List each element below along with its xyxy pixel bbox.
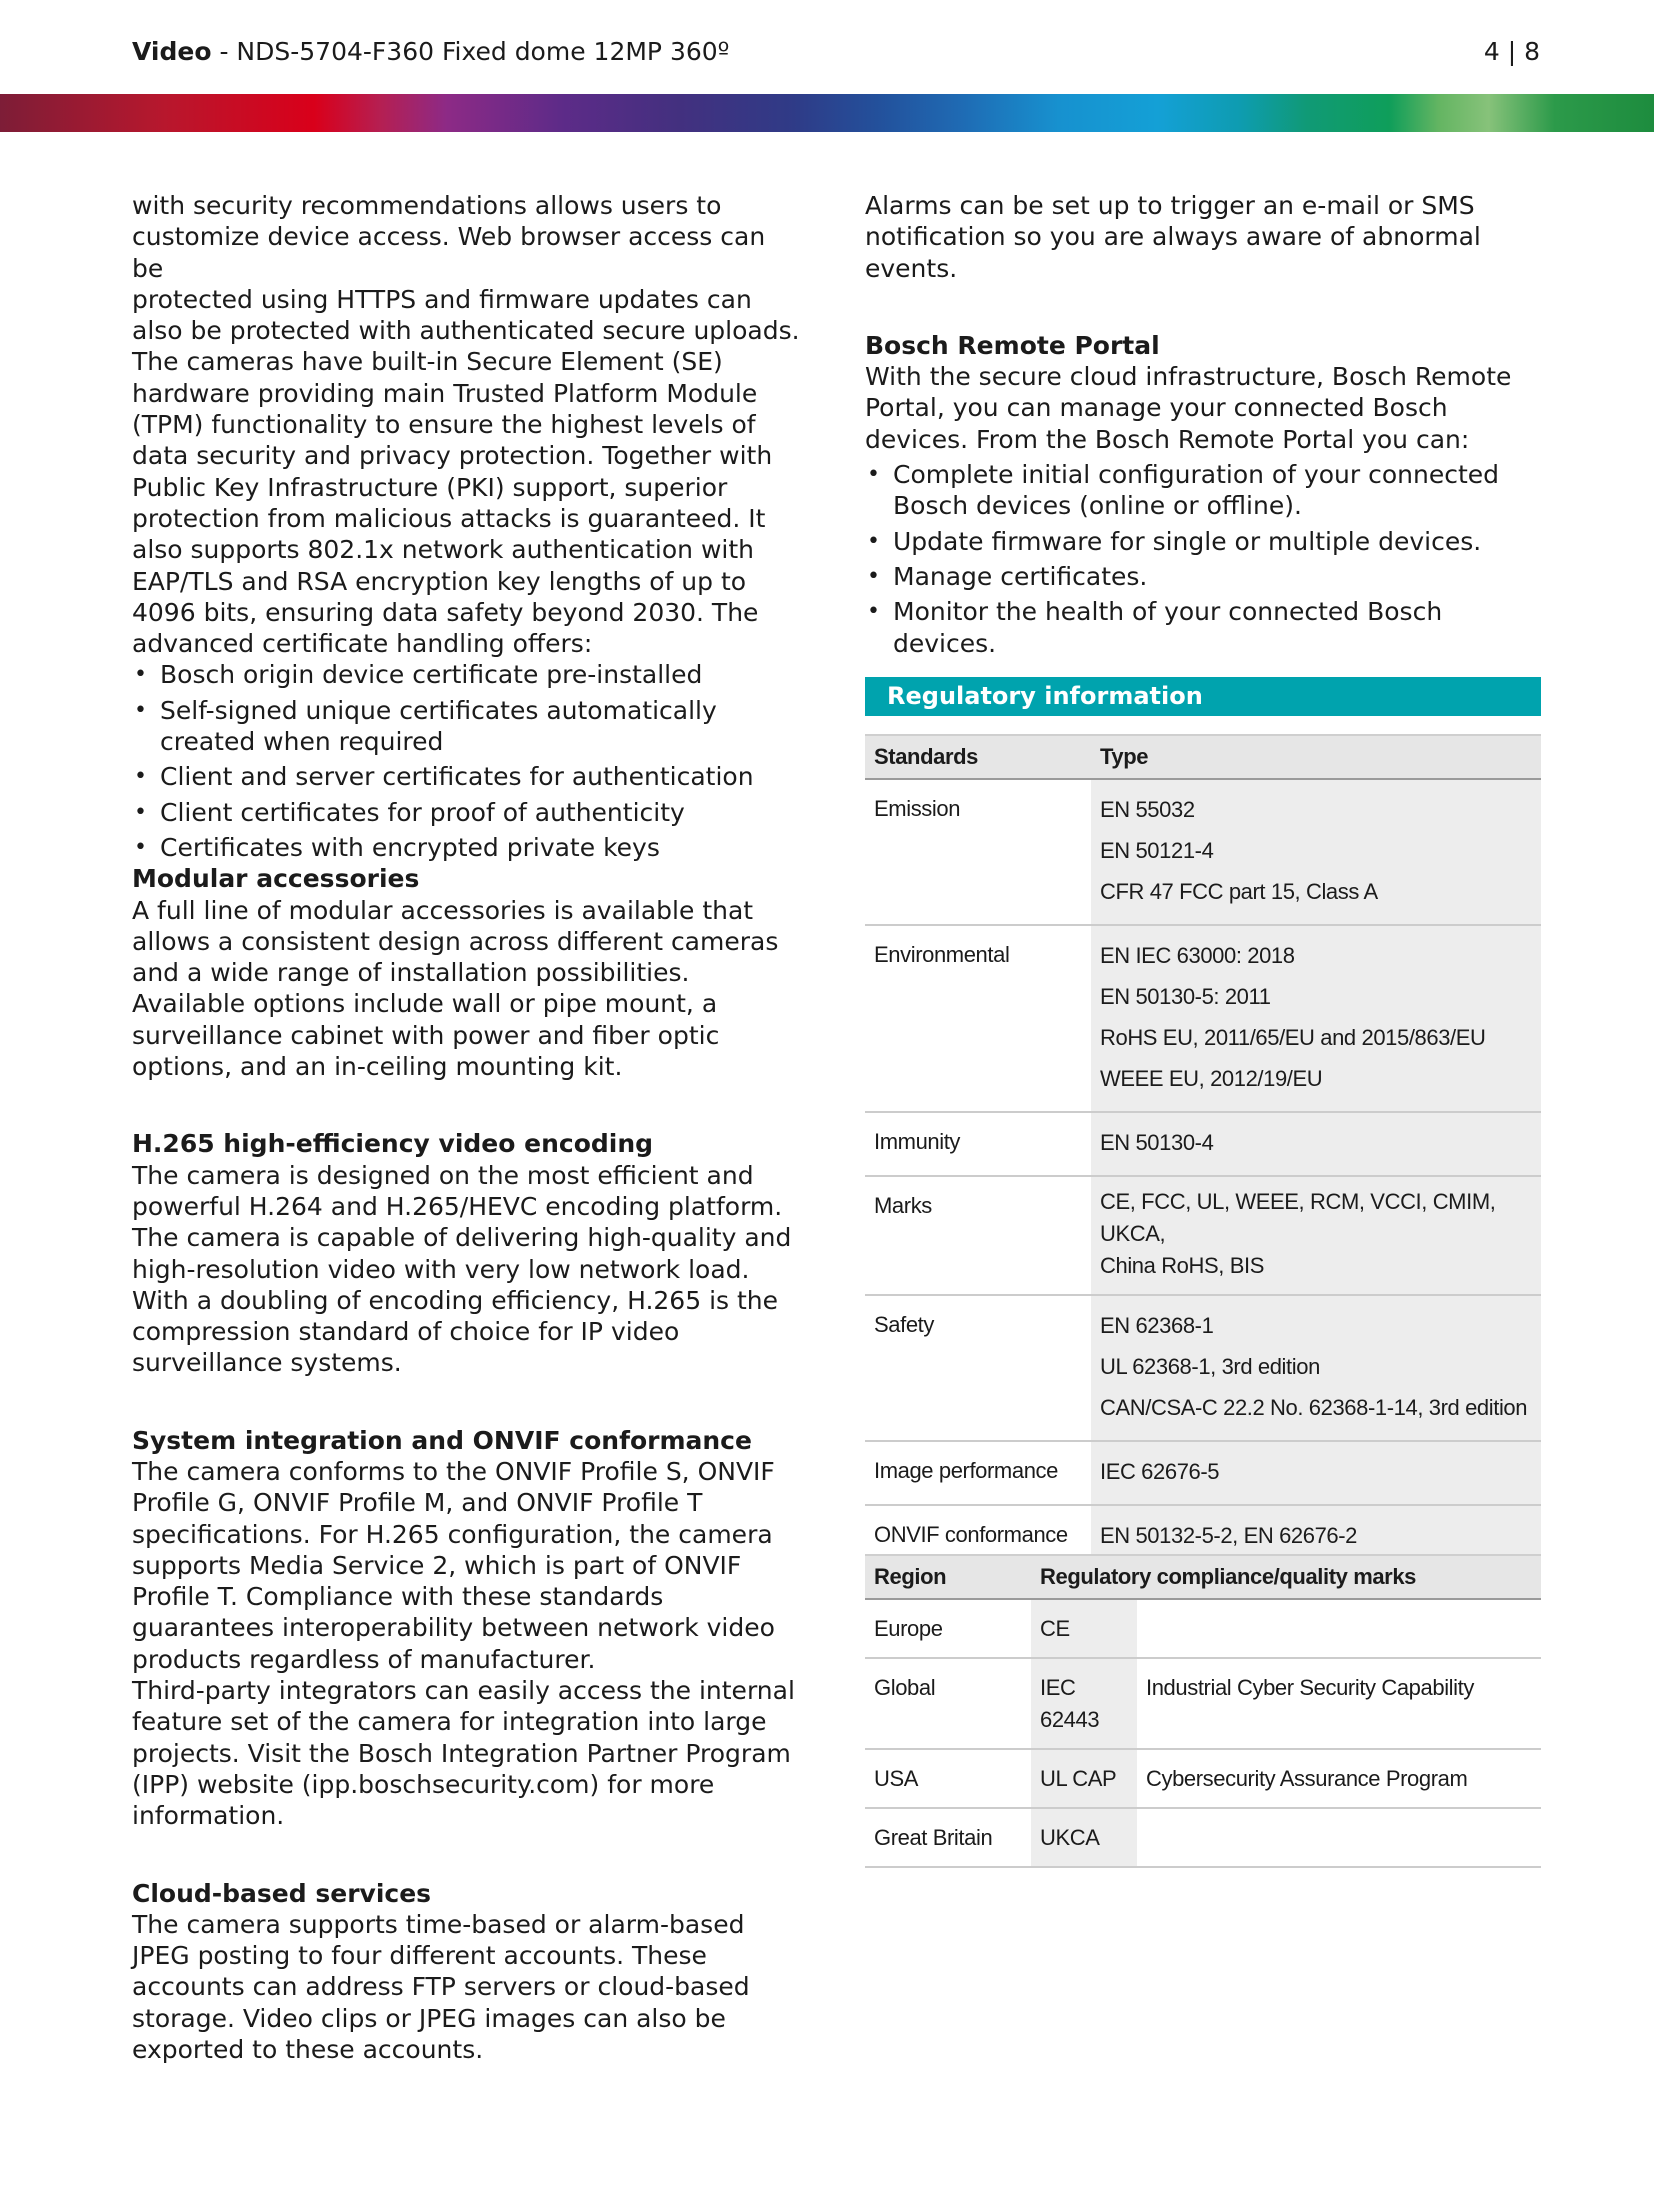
standard-type-cell — [1091, 1176, 1541, 1295]
standard-type-cell — [1091, 1441, 1541, 1505]
region-description-cell — [1137, 1599, 1541, 1658]
remote-portal-heading: Bosch Remote Portal — [865, 330, 1160, 360]
region-name-cell: USA — [865, 1749, 1031, 1808]
standard-type-value: CE, FCC, UL, WEEE, RCM, VCCI, CMIM, UKCA, China RoHS, BIS — [1100, 1189, 1496, 1278]
standards-table — [865, 734, 1541, 1570]
standard-type-value: EN 50130-4 — [1100, 1130, 1214, 1155]
h265-text: The camera is designed on the most efficient and powerful H.264 and H.265/HEVC encoding platform. The camera is capable of delivering high-quality and high-resolution video with very low network load. With a doubling of encoding efficiency, H.265 is the compression standard of choice for IP video surveillance systems. — [132, 1160, 792, 1378]
standard-type-value: RoHS EU, 2011/65/EU and 2015/863/EU — [1100, 1025, 1486, 1050]
region-name-cell: Great Britain — [865, 1808, 1031, 1867]
standard-type-value: EN 62368-1 — [1100, 1313, 1214, 1338]
header-category: Video — [132, 37, 212, 66]
remote-portal-text: With the secure cloud infrastructure, Bosch Remote Portal, you can manage your connected Bosch devices. From the Bosch Remote Portal you can: — [865, 362, 1512, 454]
region-description-cell: Industrial Cyber Security Capability — [1137, 1658, 1541, 1749]
standard-type-value: IEC 62676-5 — [1100, 1459, 1220, 1484]
right-column — [865, 190, 1541, 663]
table-header-row — [865, 1555, 1541, 1599]
table-row — [865, 1749, 1541, 1808]
standard-name-cell: Immunity — [865, 1112, 1091, 1176]
table-row — [865, 1112, 1541, 1176]
table-row — [865, 1658, 1541, 1749]
portal-bullet-list — [865, 459, 1541, 659]
standard-type-cell — [1091, 925, 1541, 1112]
list-item: • Self-signed unique certificates automatically created when required — [132, 695, 802, 758]
column-header: Standards — [865, 735, 1091, 779]
onvif-text: The camera conforms to the ONVIF Profile S, ONVIF Profile G, ONVIF Profile M, and ONVIF Profile T specifications. For H.265 configuration, the camera supports Media Service 2, which is part of ONVIF Profile T. Compliance with these standards guarantees interoperability between network video products regardless of manufacturer. Third-party integrators can easily access the internal feature set of the camera for integration into large projects. Visit the Bosch Integration Partner Program (IPP) website (ipp.boschsecurity.com) for more information. — [132, 1456, 795, 1831]
column-header: Region — [865, 1555, 1031, 1599]
brand-color-bar — [0, 94, 1654, 132]
header-product-title: - NDS-5704-F360 Fixed dome 12MP 360º — [211, 37, 730, 66]
standard-name-cell: Emission — [865, 779, 1091, 925]
regulatory-heading: Regulatory information — [865, 677, 1541, 716]
standard-type-value: UL 62368-1, 3rd edition — [1100, 1354, 1320, 1379]
list-item: • Update firmware for single or multiple devices. — [865, 526, 1541, 557]
standard-type-value: EN 50121-4 — [1100, 838, 1214, 863]
standard-name-cell: Image performance — [865, 1441, 1091, 1505]
standard-type-value: CAN/CSA-C 22.2 No. 62368-1-14, 3rd edition — [1100, 1395, 1528, 1420]
table-row — [865, 1295, 1541, 1441]
table-row — [865, 1441, 1541, 1505]
region-description-cell: Cybersecurity Assurance Program — [1137, 1749, 1541, 1808]
list-item: • Client and server certificates for authentication — [132, 761, 802, 792]
page-header — [132, 34, 1540, 74]
standard-name-cell: Environmental — [865, 925, 1091, 1112]
standard-name-cell: Safety — [865, 1295, 1091, 1441]
standard-type-cell — [1091, 1112, 1541, 1176]
standard-type-cell — [1091, 1295, 1541, 1441]
column-header: Type — [1091, 735, 1541, 779]
standard-name-cell: ONVIF conformance — [865, 1505, 1091, 1569]
page-number: 4 | 8 — [1483, 37, 1540, 66]
certificate-bullet-list — [132, 659, 802, 863]
list-item: • Certificates with encrypted private keys — [132, 832, 802, 863]
region-mark-cell: UKCA — [1031, 1808, 1137, 1867]
standard-type-value: WEEE EU, 2012/19/EU — [1100, 1066, 1323, 1091]
standard-type-value: EN 50130-5: 2011 — [1100, 984, 1271, 1009]
region-table — [865, 1554, 1541, 1868]
modular-heading: Modular accessories — [132, 864, 420, 894]
table-row — [865, 1808, 1541, 1867]
list-item: • Bosch origin device certificate pre-installed — [132, 659, 802, 690]
region-mark-cell: CE — [1031, 1599, 1137, 1658]
standard-type-value: EN 55032 — [1100, 797, 1195, 822]
region-description-cell — [1137, 1808, 1541, 1867]
table-row — [865, 1599, 1541, 1658]
table-row — [865, 779, 1541, 925]
list-item: • Client certificates for proof of authenticity — [132, 797, 802, 828]
onvif-heading: System integration and ONVIF conformance — [132, 1425, 752, 1455]
standard-type-value: EN IEC 63000: 2018 — [1100, 943, 1295, 968]
security-intro-text: with security recommendations allows users to customize device access. Web browser access can be protected using HTTPS and firmware updates can also be protected with authenticated secure uploads. The cameras have built-in Secure Element (SE) hardware providing main Trusted Platform Module (TPM) functionality to ensure the highest levels of data security and privacy protection. Together with Public Key Infrastructure (PKI) support, superior protection from malicious attacks is guaranteed. It also supports 802.1x network authentication with EAP/TLS and RSA encryption key lengths of up to 4096 bits, ensuring data safety beyond 2030. The advanced certificate handling offers: — [132, 191, 800, 659]
h265-heading: H.265 high-efficiency video encoding — [132, 1129, 654, 1159]
region-mark-cell: UL CAP — [1031, 1749, 1137, 1808]
list-item: • Manage certificates. — [865, 561, 1541, 592]
list-item: • Complete initial configuration of your connected Bosch devices (online or offline). — [865, 459, 1541, 522]
standard-type-value: CFR 47 FCC part 15, Class A — [1100, 879, 1378, 904]
region-mark-cell: IEC 62443 — [1031, 1658, 1137, 1749]
alarms-text: Alarms can be set up to trigger an e-mail or SMS notification so you are always aware of abnormal events. — [865, 191, 1481, 283]
modular-text: A full line of modular accessories is available that allows a consistent design across different cameras and a wide range of installation possibilities. Available options include wall or pipe mount, a surveillance cabinet with power and fiber optic options, and an in-ceiling mounting kit. — [132, 895, 779, 1082]
standard-type-value: EN 50132-5-2, EN 62676-2 — [1100, 1523, 1358, 1548]
region-name-cell: Europe — [865, 1599, 1031, 1658]
region-name-cell: Global — [865, 1658, 1031, 1749]
left-column — [132, 190, 802, 2065]
table-header-row — [865, 735, 1541, 779]
cloud-text: The camera supports time-based or alarm-based JPEG posting to four different accounts. These accounts can address FTP servers or cloud-based storage. Video clips or JPEG images can also be exported to these accounts. — [132, 1909, 750, 2065]
table-row — [865, 1176, 1541, 1295]
column-header: Regulatory compliance/quality marks — [1031, 1555, 1541, 1599]
list-item: • Monitor the health of your connected Bosch devices. — [865, 596, 1541, 659]
standard-type-cell — [1091, 779, 1541, 925]
table-row — [865, 925, 1541, 1112]
cloud-heading: Cloud-based services — [132, 1878, 432, 1908]
standard-name-cell: Marks — [865, 1176, 1091, 1295]
